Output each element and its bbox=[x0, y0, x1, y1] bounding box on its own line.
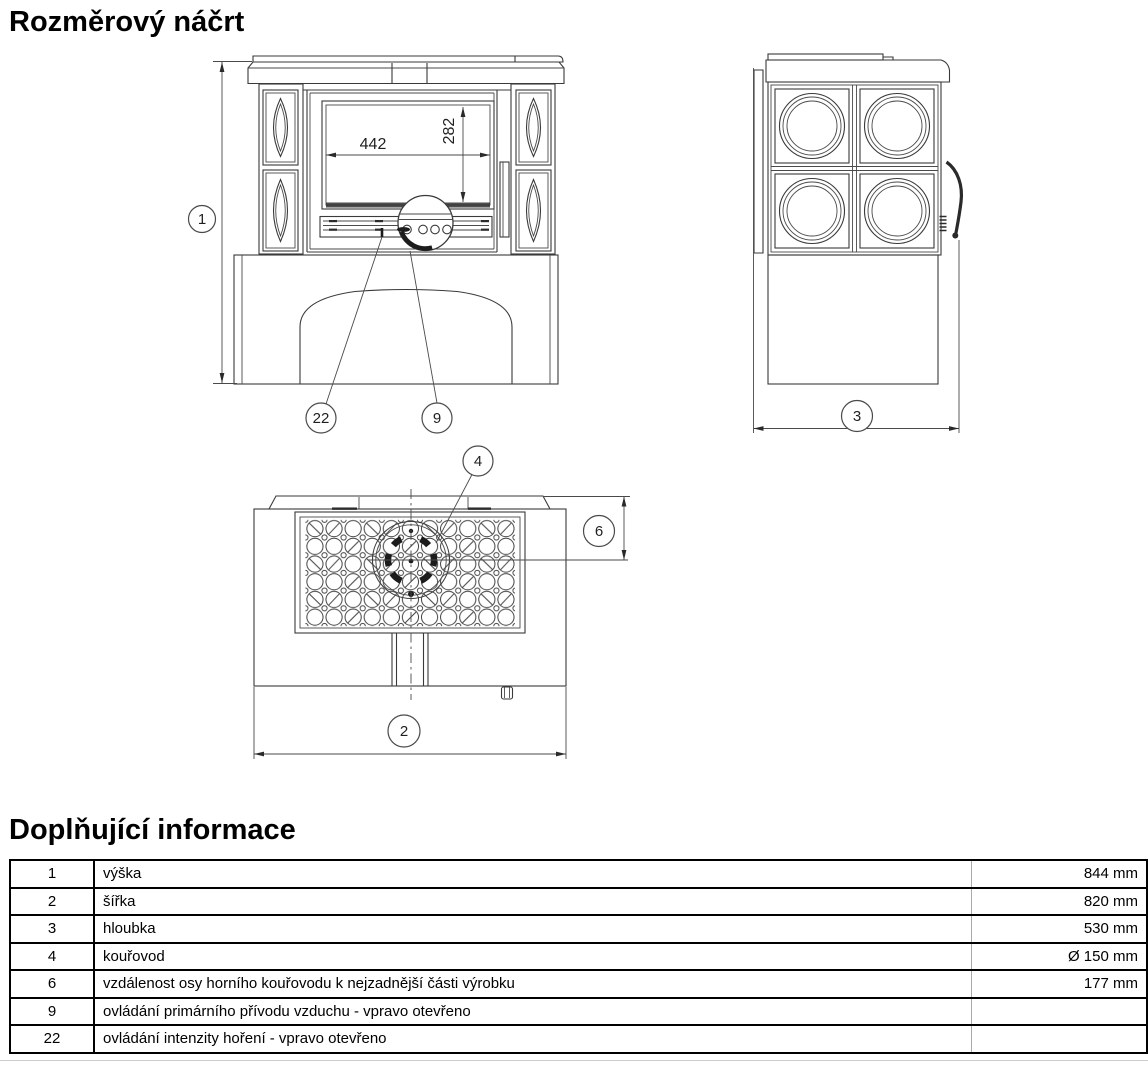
stove-base bbox=[234, 255, 558, 384]
row-value-cell: 820 mm bbox=[972, 888, 1148, 916]
row-id-cell: 4 bbox=[10, 943, 94, 971]
side-tile-panel bbox=[768, 82, 941, 255]
glass-width-dimension bbox=[326, 136, 490, 157]
ceramic-column-right bbox=[511, 84, 555, 254]
row-label-cell: ovládání primárního přívodu vzduchu - vpravo otevřeno bbox=[94, 998, 972, 1026]
row-id-cell: 6 bbox=[10, 970, 94, 998]
row-id-cell: 3 bbox=[10, 915, 94, 943]
side-view bbox=[754, 54, 962, 433]
flue-axis-distance-dimension bbox=[543, 497, 630, 561]
tile-rosette bbox=[865, 179, 930, 244]
table-row bbox=[10, 860, 1147, 888]
front-view bbox=[189, 56, 565, 433]
side-front-strip bbox=[754, 70, 763, 253]
dim-door-height: 282 bbox=[441, 117, 458, 145]
row-label-cell: vzdálenost osy horního kouřovodu k nejzadnější části výrobku bbox=[94, 970, 972, 998]
row-value-cell: Ø 150 mm bbox=[972, 943, 1148, 971]
callout-22 bbox=[306, 237, 382, 433]
top-rear-shelf-edge bbox=[269, 496, 550, 509]
top-view bbox=[254, 446, 630, 759]
table-row bbox=[10, 998, 1147, 1026]
top-shelf bbox=[248, 56, 564, 84]
row-label-cell: výška bbox=[94, 860, 972, 888]
callout-1-label: 1 bbox=[197, 211, 207, 228]
bottom-nub bbox=[502, 687, 513, 699]
row-id-cell: 9 bbox=[10, 998, 94, 1026]
side-base bbox=[768, 255, 938, 384]
row-label-cell: šířka bbox=[94, 888, 972, 916]
controls-detail-circle bbox=[397, 196, 453, 251]
row-value-cell: 844 mm bbox=[972, 860, 1148, 888]
dim-door-width: 442 bbox=[359, 136, 387, 153]
row-id-cell: 22 bbox=[10, 1025, 94, 1053]
callout-4-label: 4 bbox=[473, 453, 483, 470]
row-label-cell: hloubka bbox=[94, 915, 972, 943]
callout-9-label: 9 bbox=[432, 410, 442, 427]
table-row bbox=[10, 915, 1147, 943]
page-bottom-edge bbox=[0, 1060, 1148, 1061]
tile-rosette bbox=[780, 179, 845, 244]
side-door-handle bbox=[940, 162, 962, 239]
callout-22-label: 22 bbox=[312, 410, 330, 427]
tile-rosette bbox=[865, 94, 930, 159]
table-row bbox=[10, 888, 1147, 916]
width-dimension bbox=[254, 687, 566, 759]
row-value-cell: 530 mm bbox=[972, 915, 1148, 943]
row-value-cell: 177 mm bbox=[972, 970, 1148, 998]
callout-9 bbox=[410, 251, 452, 433]
table-row bbox=[10, 970, 1147, 998]
glass-height-dimension bbox=[441, 107, 465, 202]
additional-info-table bbox=[9, 859, 1148, 1054]
tile-rosette bbox=[780, 94, 845, 159]
callout-6-label: 6 bbox=[594, 523, 604, 540]
table-row bbox=[10, 943, 1147, 971]
height-dimension bbox=[189, 62, 253, 384]
section-title: Doplňující informace bbox=[9, 814, 296, 846]
row-id-cell: 1 bbox=[10, 860, 94, 888]
door-handle bbox=[500, 162, 509, 237]
row-value-cell bbox=[972, 998, 1148, 1026]
row-id-cell: 2 bbox=[10, 888, 94, 916]
base-arch bbox=[300, 290, 512, 385]
page-title: Rozměrový náčrt bbox=[9, 6, 245, 38]
rear-stub bbox=[392, 633, 428, 686]
row-label-cell: kouřovod bbox=[94, 943, 972, 971]
ceramic-column-left bbox=[259, 84, 303, 254]
side-top-shelf bbox=[766, 54, 950, 82]
table-row bbox=[10, 1025, 1147, 1053]
row-value-cell bbox=[972, 1025, 1148, 1053]
callout-2-label: 2 bbox=[399, 723, 409, 740]
row-label-cell: ovládání intenzity hoření - vpravo otevřeno bbox=[94, 1025, 972, 1053]
callout-3-label: 3 bbox=[852, 408, 862, 425]
